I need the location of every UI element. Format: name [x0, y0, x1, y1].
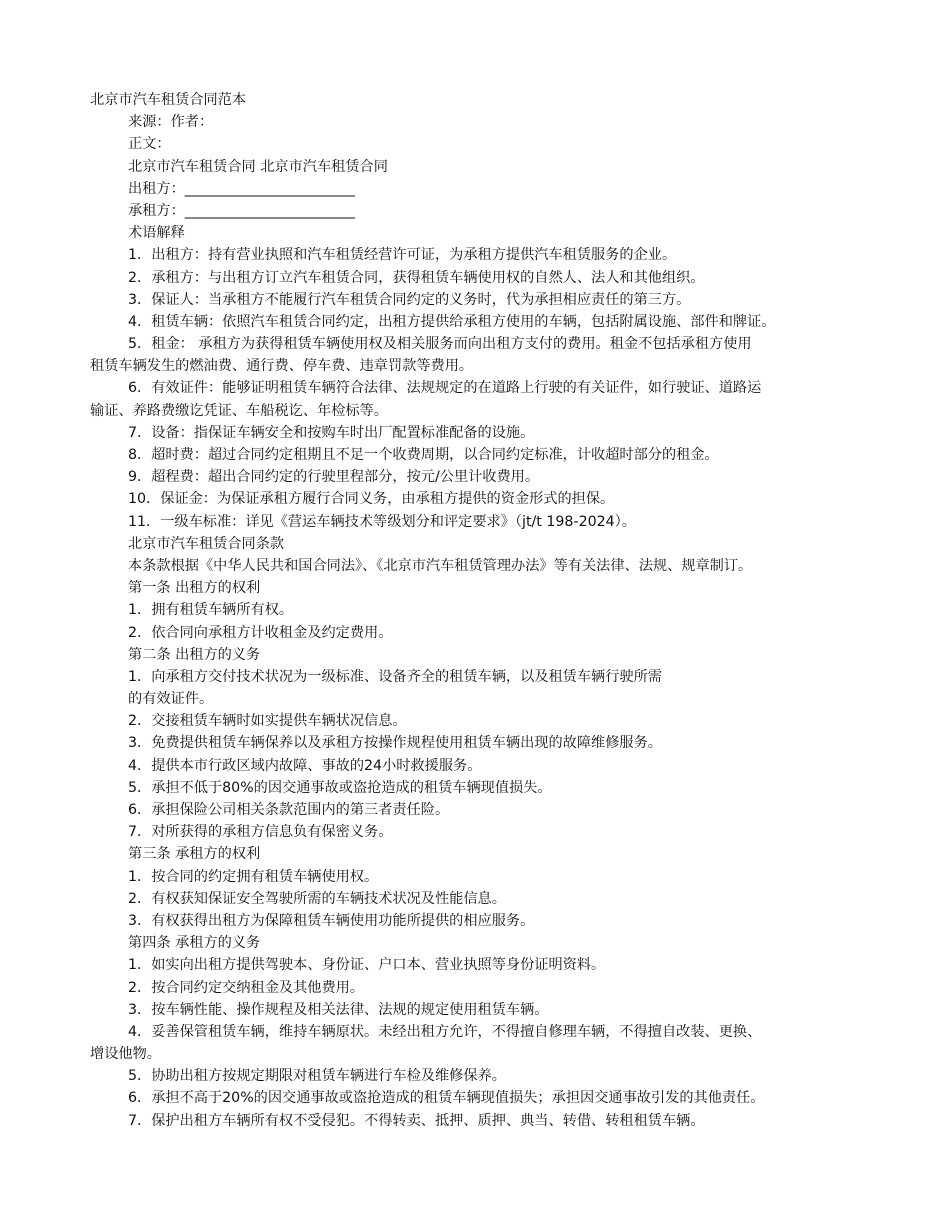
- text-line: 1．拥有租赁车辆所有权。: [128, 602, 294, 619]
- text-line: 5．承担不低于80%的因交通事故或盗抢造成的租赁车辆现值损失。: [128, 779, 552, 796]
- text-line: 11．一级车标准：详见《营运车辆技术等级划分和评定要求》（jt/t 198-2024）。: [128, 513, 636, 530]
- text-line: 6．承担不高于20%的因交通事故或盗抢造成的租赁车辆现值损失；承担因交通事故引发的其他责任。: [128, 1090, 765, 1107]
- text-line: 1．按合同的约定拥有租赁车辆使用权。: [128, 868, 379, 885]
- text-line: 第二条 出租方的义务: [128, 646, 261, 663]
- text-line: 6．承担保险公司相关条款范围内的第三者责任险。: [128, 802, 450, 818]
- text-line: 4．提供本市行政区域内故障、事故的24小时救援服务。: [128, 757, 482, 774]
- text-line: 增设他物。: [90, 1046, 161, 1063]
- text-line: 3．保证人：当承租方不能履行汽车租赁合同约定的义务时，代为承担相应责任的第三方。: [128, 291, 691, 308]
- text-line: 输证、养路费缴讫凭证、车船税讫、年检标等。: [90, 402, 388, 419]
- text-line: 5．租金： 承租方为获得租赁车辆使用权及相关服务而向出租方支付的费用。租金不包括承租方使用: [128, 336, 752, 353]
- text-line: 北京市汽车租赁合同 北京市汽车租赁合同: [128, 158, 388, 175]
- text-line: 1．向承租方交付技术状况为一级标准、设备齐全的租赁车辆，以及租赁车辆行驶所需: [128, 668, 662, 685]
- text-line: 2．有权获知保证安全驾驶所需的车辆技术状况及性能信息。: [128, 890, 506, 907]
- text-line: 2．依合同向承租方计收租金及约定费用。: [128, 624, 393, 641]
- text-line: 7．对所获得的承租方信息负有保密义务。: [128, 824, 393, 841]
- document-title: 北京市汽车租赁合同范本: [90, 92, 247, 108]
- text-line: 2．承租方：与出租方订立汽车租赁合同，获得租赁车辆使用权的自然人、法人和其他组织。: [128, 269, 705, 286]
- text-line: 6．有效证件：能够证明租赁车辆符合法律、法规规定的在道路上行驶的有关证件，如行驶证、道路运: [128, 380, 762, 397]
- document-page: [90, 89, 865, 1132]
- text-line: 来源：作者：: [128, 114, 214, 131]
- text-line: 第一条 出租方的权利: [128, 580, 261, 597]
- text-line: 4．租赁车辆：依照汽车租赁合同约定，出租方提供给承租方使用的车辆，包括附属设施、部件和牌证。: [128, 313, 776, 330]
- text-line: 7．保护出租方车辆所有权不受侵犯。不得转卖、抵押、质押、典当、转借、转租租赁车辆。: [128, 1112, 705, 1129]
- text-line: 8．超时费：超过合同约定租期且不足一个收费周期，以合同约定标准，计收超时部分的租金。: [128, 447, 719, 463]
- text-line: 9．超程费：超出合同约定的行驶里程部分，按元/公里计收费用。: [128, 469, 540, 486]
- text-line: 本条款根据《中华人民共和国合同法》、《北京市汽车租赁管理办法》等有关法律、法规、规章制订。: [128, 557, 753, 574]
- text-line: 3．按车辆性能、操作规程及相关法律、法规的规定使用租赁车辆。: [128, 1001, 549, 1018]
- text-line: 4．妥善保管租赁车辆，维持车辆原状。未经出租方允许，不得擅自修理车辆，不得擅自改装、更换、: [128, 1023, 762, 1040]
- text-line: 1．出租方：持有营业执照和汽车租赁经营许可证，为承租方提供汽车租赁服务的企业。: [128, 247, 677, 264]
- text-line: 3．免费提供租赁车辆保养以及承租方按操作规程使用租赁车辆出现的故障维修服务。: [128, 735, 662, 752]
- text-line: 的有效证件。: [128, 691, 214, 708]
- text-line: 3．有权获得出租方为保障租赁车辆使用功能所提供的相应服务。: [128, 912, 535, 929]
- text-line: 正文：: [128, 136, 171, 153]
- text-line: 5．协助出租方按规定期限对租赁车辆进行车检及维修保养。: [128, 1068, 506, 1085]
- text-line: 承租方：________________________: [128, 202, 356, 219]
- text-line: 第四条 承租方的义务: [128, 935, 261, 952]
- text-line: 租赁车辆发生的燃油费、通行费、停车费、违章罚款等费用。: [90, 358, 474, 375]
- text-line: 术语解释: [128, 225, 185, 242]
- text-line: 出租方：________________________: [128, 180, 356, 197]
- text-line: 2．交接租赁车辆时如实提供车辆状况信息。: [128, 713, 407, 730]
- text-line: 10．保证金：为保证承租方履行合同义务，由承租方提供的资金形式的担保。: [128, 491, 615, 508]
- text-line: 2．按合同约定交纳租金及其他费用。: [128, 979, 365, 996]
- text-line: 第三条 承租方的权利: [128, 846, 261, 863]
- text-line: 7．设备：指保证车辆安全和按购车时出厂配置标准配备的设施。: [128, 424, 535, 441]
- text-line: 北京市汽车租赁合同条款: [128, 535, 285, 552]
- text-line: 1．如实向出租方提供驾驶本、身份证、户口本、营业执照等身份证明资料。: [128, 957, 606, 974]
